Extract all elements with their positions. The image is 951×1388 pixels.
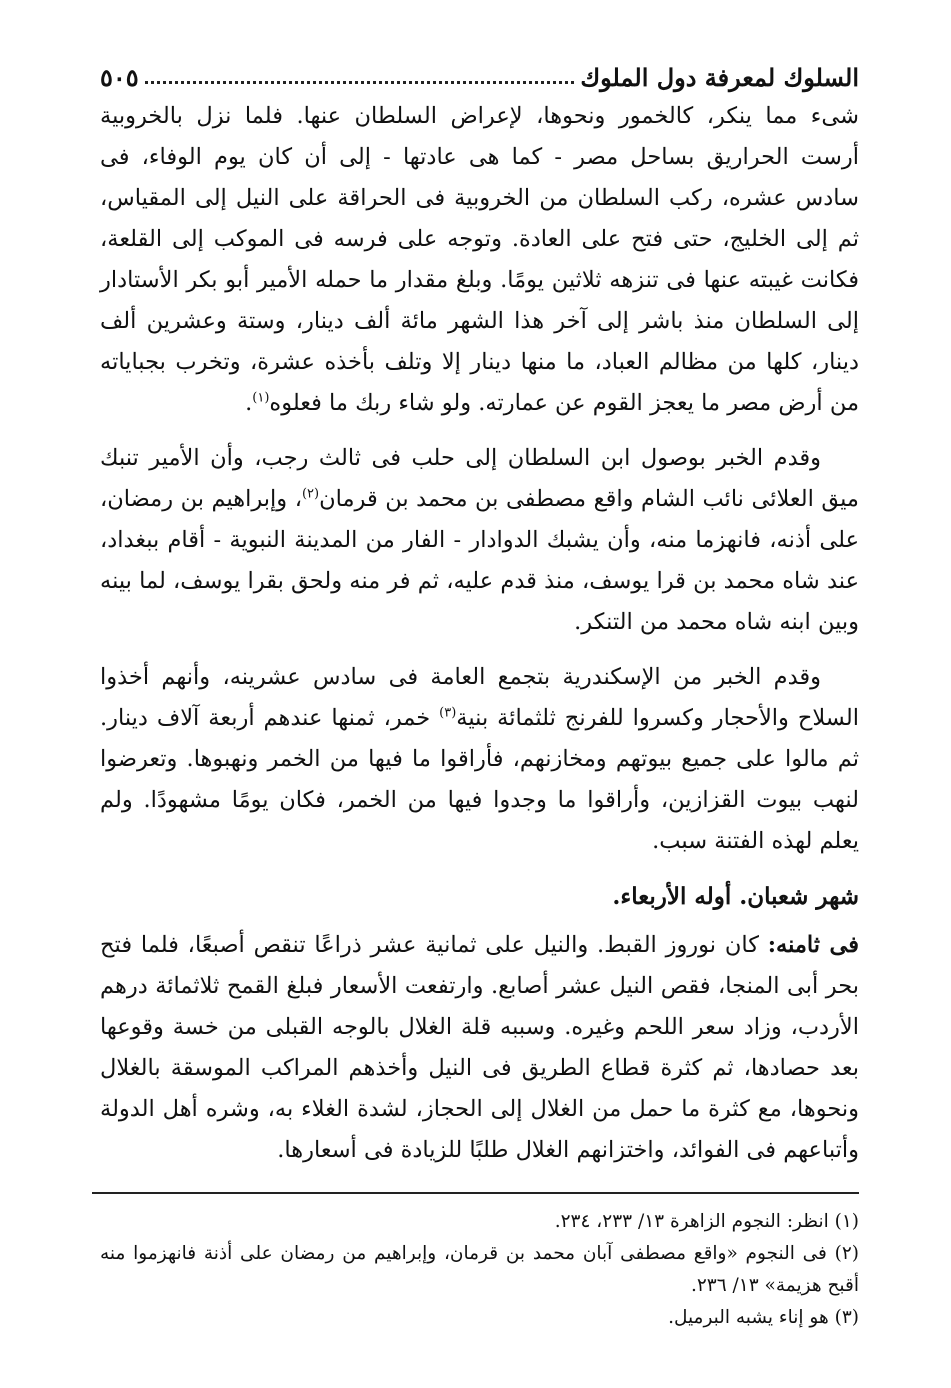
main-text (100, 96, 859, 1185)
paragraph-text-end: خمر، ثمنها عندهم أربعة آلاف دينار. ثم مالوا على جميع بيوتهم ومخازنهم، فأراقوا ما فيها من الخمر ونهبوها. وتعرضوا لنهب بيوت القزازين، وأراقوا ما وجدوا فيها من الخمر، فكان يومًا مشهودًا. ولم يعلم لهذه الفتنة سبب. (100, 705, 859, 854)
paragraph-2 (100, 438, 859, 643)
section-heading: شهر شعبان. أوله الأربعاء. (612, 883, 859, 910)
book-title: السلوك لمعرفة دول الملوك (580, 63, 859, 92)
paragraph-3 (100, 657, 859, 862)
footnote-ref-2: (٢) (301, 486, 320, 502)
footnote-separator (92, 1192, 859, 1194)
footnotes (100, 1206, 859, 1334)
paragraph-text-end: . (245, 390, 253, 416)
paragraph-4 (100, 925, 859, 1171)
footnote-ref-3: (٣) (439, 705, 457, 721)
page-number: ٥٠٥ (100, 63, 139, 92)
running-header (100, 50, 859, 92)
paragraph-text: شىء مما ينكر، كالخمور ونحوها، لإعراض السلطان عنها. فلما نزل بالخروبية أرست الحراريق بساحل مصر - كما هى عادتها - إلى أن كان يوم الوفاء، فى سادس عشره، ركب السلطان من الخروبية فى الحراقة على النيل إلى المقياس، ثم إلى الخليج، حتى فتح على العادة. وتوجه على فرسه فى الموكب إلى القلعة، فكانت غيبته عنها فى تنزهه ثلاثين يومًا. وبلغ مقدار ما حمله الأمير أبو بكر الأستادار إلى السلطان منذ باشر إلى آخر هذا الشهر مائة ألف دينار، وستة وعشرين ألف دينار، كلها من مظالم العباد، ما منها دينار إلا وتلف بأخذه عشرة، وتخرب بجباياته من أرض مصر ما يعجز القوم عن عمارته. ولو شاء ربك ما فعلوه (100, 103, 859, 416)
paragraph-text: وقدم الخبر من الإسكندرية بتجمع العامة فى سادس عشرينه، وأنهم أخذوا السلاح والأحجار وكسروا للفرنج ثلثمائة بنية (100, 664, 859, 731)
date-lead: فى ثامنه: (767, 932, 859, 958)
footnote-ref-1: (١) (252, 390, 270, 406)
paragraph-text: وقدم الخبر بوصول ابن السلطان إلى حلب فى ثالث رجب، وأن الأمير تنبك ميق العلائى نائب الشام واقع مصطفى بن محمد بن قرمان (100, 445, 859, 512)
paragraph-text: كان نوروز القبط. والنيل على ثمانية عشر ذراعًا تنقص أصبعًا، فلما فتح بحر أبى المنجا، فقص النيل عشر أصابع. وارتفعت الأسعار فبلغ القمح ثلاثمائة درهم الأردب، وزاد سعر اللحم وغيره. وسببه قلة الغلال بالوجه القبلى من خسة وقوعها بعد حصادها، ثم كثرة قطاع الطريق فى النيل وأخذهم المراكب الموسقة بالغلال ونحوها، مع كثرة ما حمل من الغلال إلى الحجاز، لشدة الغلاء به، وشره أهل الدولة وأتباعهم فى الفوائد، واختزانهم الغلال طلبًا للزيادة فى أسعارها. (100, 932, 859, 1163)
footnote-3: (٣) هو إناء يشبه البرميل. (668, 1307, 859, 1328)
footnote-2: (٢) فى النجوم «واقع مصطفى آبان محمد بن قرمان، وإبراهيم من رمضان على أذنة فانهزموا منه أقبح هزيمة» ١٣/ ٢٣٦. (100, 1243, 859, 1296)
paragraph-1 (100, 96, 859, 424)
paragraph-text-end: ، وإبراهيم بن رمضان، على أذنه، فانهزما منه، وأن يشبك الدوادار - الفار من المدينة النبوية - أقام ببغداد، عند شاه محمد بن قرا يوسف، منذ قدم عليه، ثم فر منه ولحق بقرا يوسف، لما بينه وبين ابنه شاه محمد من التنكر. (100, 486, 859, 635)
footnote-1: (١) انظر: النجوم الزاهرة ١٣/ ٢٣٣، ٢٣٤. (554, 1211, 859, 1232)
header-dot-leader (145, 81, 575, 84)
